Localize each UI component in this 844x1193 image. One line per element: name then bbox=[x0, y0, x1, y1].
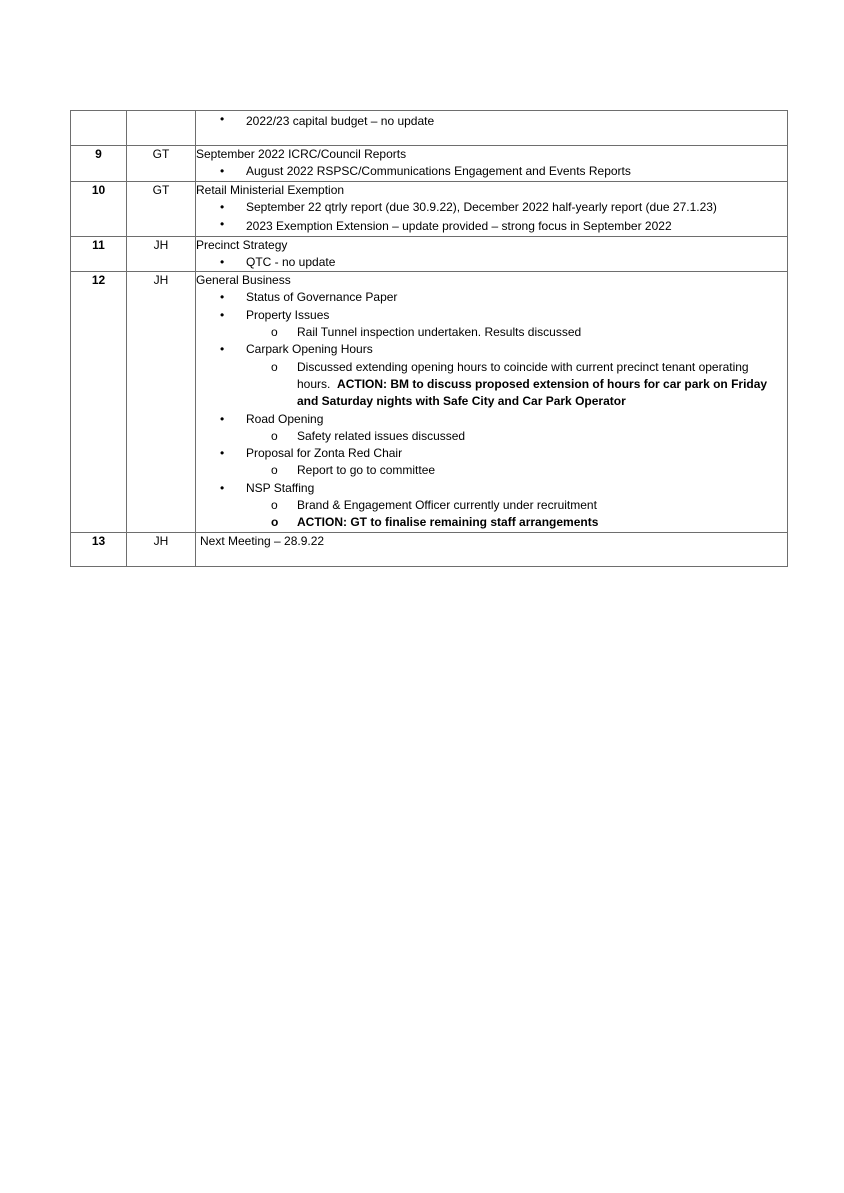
responsible-person: JH bbox=[127, 236, 196, 272]
sub-bullet-item: o Safety related issues discussed bbox=[196, 428, 787, 445]
responsible-person bbox=[127, 111, 196, 146]
item-number bbox=[71, 111, 127, 146]
responsible-person: JH bbox=[127, 272, 196, 532]
bullet-item: • August 2022 RSPSC/Communications Engagement and Events Reports bbox=[196, 163, 787, 180]
sub-bullet-item: o Rail Tunnel inspection undertaken. Results discussed bbox=[196, 324, 787, 341]
item-title: Precinct Strategy bbox=[196, 237, 288, 252]
sub-bullet-item: o Brand & Engagement Officer currently under recruitment bbox=[196, 497, 787, 514]
sub-bullet-item bbox=[196, 359, 787, 411]
bullet-item: • 2023 Exemption Extension – update provided – strong focus in September 2022 bbox=[196, 216, 787, 235]
item-content bbox=[196, 146, 788, 182]
item-number: 10 bbox=[71, 181, 127, 236]
bullet-item: • NSP Staffing bbox=[196, 480, 787, 497]
item-title: Next Meeting – 28.9.22 bbox=[200, 533, 325, 548]
minutes-table bbox=[70, 110, 788, 567]
item-content bbox=[196, 111, 788, 146]
item-number: 12 bbox=[71, 272, 127, 532]
bullet-item: • Carpark Opening Hours bbox=[196, 341, 787, 358]
bullet-item: • Property Issues bbox=[196, 307, 787, 324]
table-row bbox=[71, 236, 788, 272]
item-number: 13 bbox=[71, 532, 127, 566]
table-row bbox=[71, 111, 788, 146]
item-content bbox=[196, 236, 788, 272]
sub-bullet-item: o Report to go to committee bbox=[196, 462, 787, 479]
item-title: September 2022 ICRC/Council Reports bbox=[196, 147, 407, 161]
responsible-person: JH bbox=[127, 532, 196, 566]
item-content bbox=[196, 181, 788, 236]
item-title: Retail Ministerial Exemption bbox=[196, 182, 345, 197]
item-content bbox=[196, 272, 788, 532]
bullet-item: • Status of Governance Paper bbox=[196, 289, 787, 306]
action-text: o ACTION: GT to finalise remaining staff arrangements bbox=[196, 514, 787, 531]
table-row bbox=[71, 532, 788, 566]
item-number: 9 bbox=[71, 146, 127, 182]
bullet-item: • Road Opening bbox=[196, 411, 787, 428]
sub-bullet-text: Discussed extending opening hours to coincide with current precinct tenant operating hours. bbox=[297, 359, 749, 391]
bullet-item: • QTC - no update bbox=[196, 254, 787, 271]
table-row bbox=[71, 181, 788, 236]
bullet-item: • 2022/23 capital budget – no update bbox=[196, 111, 787, 130]
responsible-person: GT bbox=[127, 181, 196, 236]
bullet-item: • Proposal for Zonta Red Chair bbox=[196, 445, 787, 462]
item-title: General Business bbox=[196, 273, 291, 288]
action-text: ACTION: BM to discuss proposed extension of hours for car park on Friday and Saturday nights with Safe City and Car Park Operator bbox=[297, 376, 768, 409]
bullet-item: • September 22 qtrly report (due 30.9.22), December 2022 half-yearly report (due 27.1.23) bbox=[196, 199, 787, 216]
responsible-person: GT bbox=[127, 146, 196, 182]
item-content bbox=[196, 532, 788, 566]
table-row bbox=[71, 146, 788, 182]
item-number: 11 bbox=[71, 236, 127, 272]
table-row bbox=[71, 272, 788, 532]
